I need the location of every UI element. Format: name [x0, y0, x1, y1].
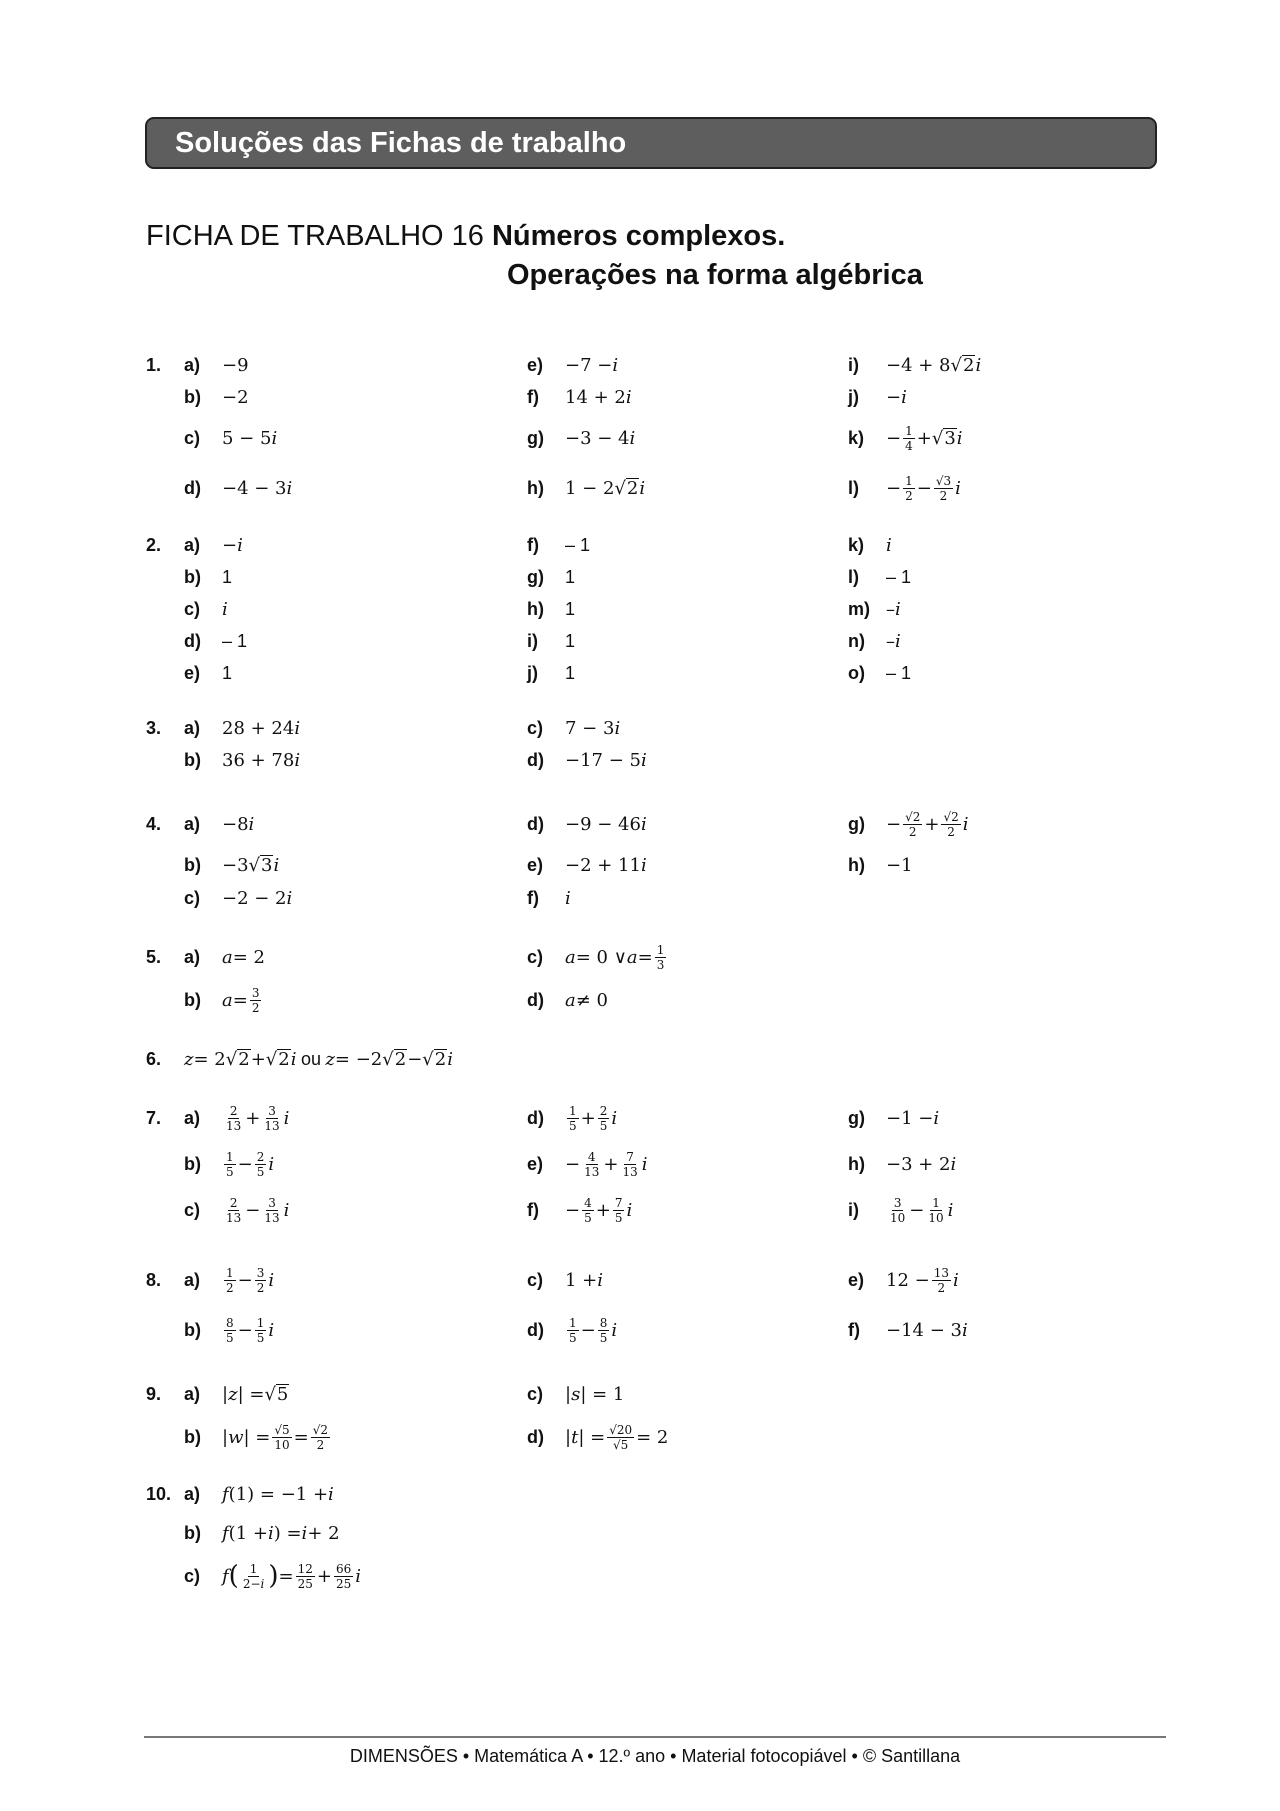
title-prefix: FICHA DE TRABALHO 16 — [146, 220, 484, 252]
answer-2h: h) 1 — [527, 598, 576, 619]
answer-7e: e) − $\frac{4}{13}$ + $\frac{7}{13}$ i — [527, 1149, 648, 1179]
answer-1a: a) −9 — [184, 354, 249, 376]
answer-4b: b) −3 √ 3 i — [184, 854, 280, 876]
answer-10b: b) f (1 + i ) = i + 2 — [184, 1522, 340, 1544]
section-banner: Soluções das Fichas de trabalho — [145, 117, 1157, 169]
answer-2f: f) – 1 — [527, 534, 591, 555]
worksheet-subtitle: Operações na forma algébrica — [507, 259, 923, 291]
answer-7g: g) −1 − i — [848, 1107, 940, 1129]
answer-4e: e) −2 + 11 i — [527, 854, 647, 876]
answer-9b: b) | w | = $\frac{√5}{10}$ = $\frac{√2}{2}$ — [184, 1422, 329, 1452]
answer-8a: a) $\frac{1}{2}$ − $\frac{3}{2}$ i — [184, 1265, 275, 1295]
answer-1h: h) 1 − 2 √ 2 i — [527, 477, 646, 499]
answer-2e: e) 1 — [184, 662, 233, 683]
question-number: 3. — [146, 717, 162, 738]
answer-2c: c) i — [184, 598, 228, 620]
question-number: 1. — [146, 354, 162, 375]
question-number: 8. — [146, 1269, 162, 1290]
answer-4f: f) i — [527, 887, 571, 909]
answer-1d: d) −4 − 3 i — [184, 477, 293, 499]
question-number: 7. — [146, 1107, 162, 1128]
answer-7a: a) $\frac{2}{13}$ + $\frac{3}{13}$ i — [184, 1103, 290, 1133]
answer-4c: c) −2 − 2 i — [184, 887, 293, 909]
answer-7d: d) $\frac{1}{5}$ + $\frac{2}{5}$ i — [527, 1103, 618, 1133]
footer-text: DIMENSÕES • Matemática A • 12.º ano • Material fotocopiável • © Santillana — [349, 1746, 961, 1766]
answer-1j: j) − i — [848, 386, 907, 408]
answer-5c: c) a = 0 ∨ a = $\frac{1}{3}$ — [527, 942, 665, 972]
answer-1e: e) −7 − i — [527, 354, 619, 376]
answer-2o: o) – 1 — [848, 662, 912, 683]
answer-3c: c) 7 − 3 i — [527, 717, 621, 739]
answer-1i: i) −4 + 8 √ 2 i — [848, 354, 982, 376]
answer-4h: h) −1 — [848, 854, 913, 876]
answer-7c: c) $\frac{2}{13}$ − $\frac{3}{13}$ i — [184, 1195, 290, 1225]
answer-1b: b) −2 — [184, 386, 249, 408]
answer-8d: d) $\frac{1}{5}$ − $\frac{8}{5}$ i — [527, 1315, 618, 1345]
question-number: 10. — [146, 1483, 172, 1504]
answer-8b: b) $\frac{8}{5}$ − $\frac{1}{5}$ i — [184, 1315, 275, 1345]
answer-5d: d) a ≠ 0 — [527, 989, 608, 1011]
answer-4d: d) −9 − 46 i — [527, 813, 647, 835]
question-number: 5. — [146, 946, 162, 967]
title-topic: Números complexos. — [491, 220, 786, 252]
answer-10c: c) f ( $\frac{1}{2-i}$ ) = $\frac{12}{25}$ + $\frac{66}{25}$ i — [184, 1561, 362, 1591]
answer-1c: c) 5 − 5 i — [184, 427, 278, 449]
answer-3d: d) −17 − 5 i — [527, 749, 647, 771]
answer-2k: k) i — [848, 534, 892, 556]
answer-1k: k) − $\frac{1}{4}$ + √ 3 i — [848, 423, 963, 453]
answer-7f: f) − $\frac{4}{5}$ + $\frac{7}{5}$ i — [527, 1195, 633, 1225]
answer-2b: b) 1 — [184, 566, 233, 587]
answer-2g: g) 1 — [527, 566, 576, 587]
answer-4g: g) − $\frac{√2}{2}$ + $\frac{√2}{2}$ i — [848, 809, 969, 839]
answer-8f: f) −14 − 3 i — [848, 1319, 968, 1341]
answer-2m: m) – i — [848, 598, 901, 620]
worksheet-title — [146, 220, 785, 253]
question-number: 2. — [146, 534, 162, 555]
answer-2l: l) – 1 — [848, 566, 912, 587]
answer-1f: f) 14 + 2 i — [527, 386, 632, 408]
answer-5a: a) a = 2 — [184, 946, 265, 968]
answer-9a: a) | z | = √ 5 — [184, 1383, 289, 1405]
question-number: 9. — [146, 1383, 162, 1404]
footer-divider — [144, 1736, 1166, 1738]
answer-4a: a) −8 i — [184, 813, 255, 835]
answer-2n: n) – i — [848, 630, 901, 652]
answer-5b: b) a = $\frac{3}{2}$ — [184, 985, 260, 1015]
answer-3a: a) 28 + 24 i — [184, 717, 301, 739]
answer-8e: e) 12 − $\frac{13}{2}$ i — [848, 1265, 959, 1295]
answer-1g: g) −3 − 4 i — [527, 427, 636, 449]
answer-7h: h) −3 + 2 i — [848, 1153, 957, 1175]
answer-2i: i) 1 — [527, 630, 576, 651]
answer-9c: c) | s | = 1 — [527, 1383, 625, 1405]
answer-2a: a) − i — [184, 534, 243, 556]
answer-9d: d) | t | = $\frac{√20}{√5}$ = 2 — [527, 1422, 669, 1452]
answer-1l: l) − $\frac{1}{2}$ − $\frac{√3}{2}$ i — [848, 473, 961, 503]
question-number: 4. — [146, 813, 162, 834]
answer-8c: c) 1 + i — [527, 1269, 604, 1291]
answer-3b: b) 36 + 78 i — [184, 749, 301, 771]
question-number: 6. — [146, 1048, 162, 1069]
answer-7b: b) $\frac{1}{5}$ − $\frac{2}{5}$ i — [184, 1149, 275, 1179]
answer-10a: a) f (1) = −1 + i — [184, 1483, 334, 1505]
answer-2j: j) 1 — [527, 662, 576, 683]
answer-6: z = 2 √ 2 + √ 2 i ou z = −2 √ 2 − √ 2 i — [184, 1048, 453, 1070]
answer-7i: i) $\frac{3}{10}$ − $\frac{1}{10}$ i — [848, 1195, 954, 1225]
answer-2d: d) – 1 — [184, 630, 248, 651]
